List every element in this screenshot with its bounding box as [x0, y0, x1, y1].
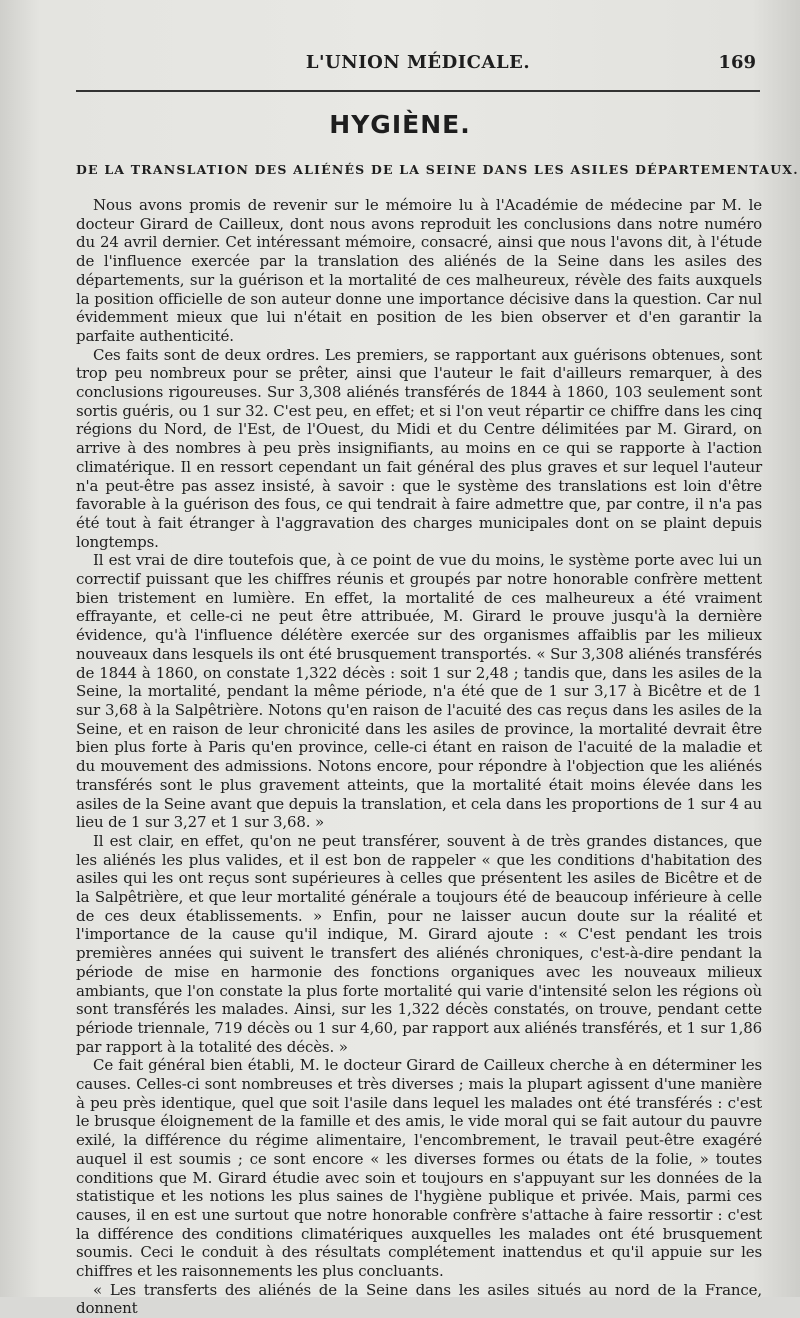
paragraph: Ce fait général bien établi, M. le docteur Girard de Cailleux cherche à en déterminer les causes. Celles-ci sont nombreuses et très diverses ; mais la plupart agissent d'une manière à peu près identique, quel que soit l'asile dans lequel les malades ont été transférés : c'est le brusque éloignement de la famille et des amis, le vide moral qui se fait autour du pauvre exilé, la différence du régime alimentaire, l'encombrement, le travail peut-être exagéré auquel il est soumis ; ce sont encore « les diverses formes ou états de la folie, » toutes conditions que M. Girard étudie avec soin et toujours en s'appuyant sur les données de la statistique et les notions les plus saines de l'hygiène publique et privée. Mais, parmi ces causes, il en est une surtout que notre honorable confrère s'attache à faire ressortir : c'est la différence des conditions climatériques auxquelles les malades ont été brusquement soumis. Ceci le conduit à des résultats complétement inattendus et qu'il appuie sur les chiffres et les raisonnements les plus concluants.: [76, 1056, 762, 1281]
page-number: 169: [718, 52, 756, 73]
article-title: DE LA TRANSLATION DES ALIÉNÉS DE LA SEINE DANS LES ASILES DÉPARTEMENTAUX.: [76, 162, 799, 177]
paragraph: « Les transferts des aliénés de la Seine dans les asiles situés au nord de la France, donnent: [76, 1280, 762, 1318]
section-title: HYGIÈNE.: [329, 110, 471, 139]
paragraph: Ces faits sont de deux ordres. Les premiers, se rapportant aux guérisons obtenues, sont trop peu nombreux pour se prêter, ainsi que l'auteur le fait d'ailleurs remarquer, à des conclusions rigoureuses. Sur 3,308 aliénés transférés de 1844 à 1860, 103 seulement sont sortis guéris, ou 1 sur 32. C'est peu, en effet; et si l'on veut répartir ce chiffre dans les cinq régions du Nord, de l'Est, de l'Ouest, du Midi et du Centre délimitées par M. Girard, on arrive à des nombres à peu près insignifiants, au moins en ce qui se rapporte à l'action climatérique. Il en ressort cependant un fait général des plus graves et sur lequel l'auteur n'a peut-être pas assez insisté, à savoir : que le système des translations est loin d'être favorable à la guérison des fous, ce qui tendrait à faire admettre que, par contre, il n'a pas été tout à fait étranger à l'aggravation des charges municipales dont on se plaint depuis longtemps.: [76, 345, 762, 551]
page-header: [78, 52, 758, 78]
paragraph: Nous avons promis de revenir sur le mémoire lu à l'Académie de médecine par M. le docteur Girard de Cailleux, dont nous avons reproduit les conclusions dans notre numéro du 24 avril dernier. Cet intéressant mémoire, consacré, ainsi que nous l'avons dit, à l'étude de l'influence exercée par la translation des aliénés de la Seine dans les asiles des départements, sur la guérison et la mortalité de ces malheureux, révèle des faits auxquels la position officielle de son auteur donne une importance décisive dans la question. Car nul évidemment mieux que lui n'était en position de les bien observer et d'en garantir la parfaite authenticité.: [76, 196, 762, 345]
article-body: [76, 196, 762, 1318]
paragraph: Il est clair, en effet, qu'on ne peut transférer, souvent à de très grandes distances, que les aliénés les plus valides, et il est bon de rappeler « que les conditions d'habitation des asiles qui les ont reçus sont supérieures à celles que présentent les asiles de Bicêtre et de la Salpêtrière, et que leur mortalité générale a toujours été de beaucoup inférieure à celle de ces deux établissements. » Enfin, pour ne laisser aucun doute sur la réalité et l'importance de la cause qu'il indique, M. Girard ajoute : « C'est pendant les trois premières années qui suivent le transfert des aliénés chroniques, c'est-à-dire pendant la période de mise en harmonie des fonctions organiques avec les nouveaux milieux ambiants, que l'on constate la plus forte mortalité qui varie d'intensité selon les régions où sont transférés les malades. Ainsi, sur les 1,322 décès constatés, on trouve, pendant cette période triennale, 719 décès ou 1 sur 4,60, par rapport aux aliénés transférés, et 1 sur 1,86 par rapport à la totalité des décès. »: [76, 831, 762, 1056]
paragraph: Il est vrai de dire toutefois que, à ce point de vue du moins, le système porte avec lui un correctif puissant que les chiffres réunis et groupés par notre honorable confrère mettent bien tristement en lumière. En effet, la mortalité de ces malheureux a été vraiment effrayante, et celle-ci ne peut être attribuée, M. Girard le prouve jusqu'à la dernière évidence, qu'à l'influence délétère exercée sur des organismes affaiblis par les milieux nouveaux dans lesquels ils ont été brusquement transportés. « Sur 3,308 aliénés transférés de 1844 à 1860, on constate 1,322 décès : soit 1 sur 2,48 ; tandis que, dans les asiles de la Seine, la mortalité, pendant la même période, n'a été que de 1 sur 3,17 à Bicêtre et de 1 sur 3,68 à la Salpêtrière. Notons qu'en raison de l'acuité des cas reçus dans les asiles de la Seine, et en raison de leur chronicité dans les asiles de province, la mortalité devrait être bien plus forte à Paris qu'en province, celle-ci étant en raison de l'acuité de la maladie et du mouvement des admissions. Notons encore, pour répondre à l'objection que les aliénés transférés sont le plus gravement atteints, que la mortalité était moins élevée dans les asiles de la Seine avant que depuis la translation, et cela dans les proportions de 1 sur 4 au lieu de 1 sur 3,27 et 1 sur 3,68. »: [76, 551, 762, 832]
running-head: L'UNION MÉDICALE.: [305, 52, 531, 73]
header-rule: [76, 90, 760, 92]
